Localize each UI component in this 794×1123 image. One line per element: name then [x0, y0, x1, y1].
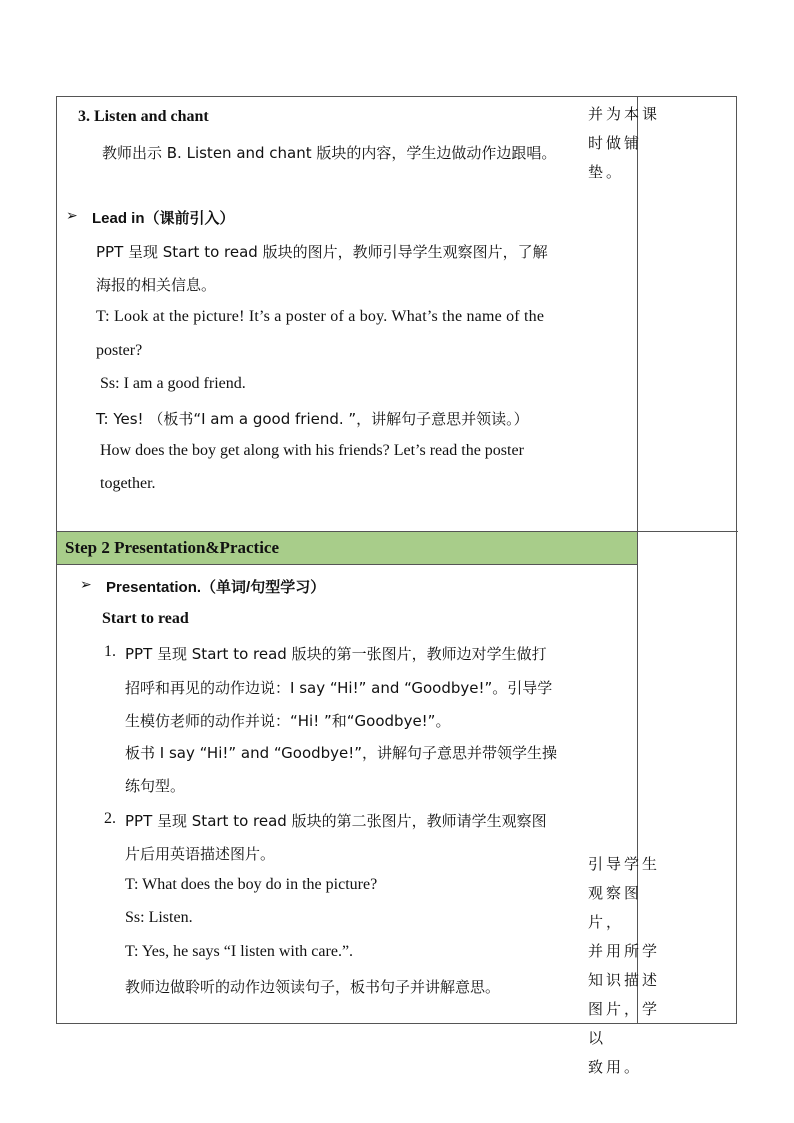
item-number: 2.	[104, 810, 116, 827]
side-line: 并为本课	[588, 105, 661, 123]
lead-in-heading: Lead in（课前引入）	[92, 210, 235, 227]
item-number: 1.	[104, 643, 116, 660]
side-line: 引导学生	[588, 855, 661, 873]
item1-line: 练句型。	[125, 777, 186, 795]
item2-line: PPT 呈现 Start to read 版块的第二张图片，教师请学生观察图	[125, 812, 547, 830]
item3-title: 3. Listen and chant	[78, 108, 209, 125]
item1-line: 招呼和再见的动作边说：I say “Hi!” and “Goodbye!”。引导学	[125, 679, 553, 697]
side-line: 并用所学	[588, 942, 661, 960]
row1-side-note	[588, 100, 676, 187]
item1-line: 生模仿老师的动作并说：“Hi! ”和“Goodbye!”。	[125, 712, 451, 730]
item2-line: T: What does the boy do in the picture?	[125, 876, 378, 893]
item3-text: 教师出示 B. Listen and chant 版块的内容，学生边做动作边跟唱。	[102, 144, 557, 162]
start-to-read-subheading: Start to read	[102, 610, 189, 627]
side-line: 致用。	[588, 1058, 643, 1076]
lead-line: T: Yes! （板书“I am a good friend. ”，讲解句子意思并领读。）	[96, 410, 529, 428]
side-line: 图片，学以	[588, 1000, 661, 1047]
item2-line: 教师边做聆听的动作边领读句子，板书句子并讲解意思。	[125, 978, 501, 996]
lead-line: together.	[100, 475, 156, 492]
lead-line: T: Look at the picture! It’s a poster of a boy. What’s the name of the	[96, 308, 545, 325]
step2-header	[57, 532, 637, 565]
item2-line: Ss: Listen.	[125, 909, 193, 926]
lead-line: 海报的相关信息。	[96, 276, 217, 294]
presentation-heading: Presentation.（单词/句型学习）	[106, 579, 326, 596]
item2-line: T: Yes, he says “I listen with care.”.	[125, 943, 354, 960]
lead-line: PPT 呈现 Start to read 版块的图片，教师引导学生观察图片，了解	[96, 243, 548, 261]
step2-title: Step 2 Presentation&Practice	[65, 538, 280, 557]
side-line: 观察图片，	[588, 884, 643, 931]
side-line: 知识描述	[588, 971, 661, 989]
lead-line: poster?	[96, 342, 143, 359]
item1-line: 板书 I say “Hi!” and “Goodbye!”，讲解句子意思并带领学生操	[125, 744, 558, 762]
arrow-bullet-icon: ➢	[80, 577, 92, 593]
lead-line: How does the boy get along with his friends? Let’s read the poster	[100, 442, 524, 459]
step2-side-note	[588, 850, 676, 1082]
lead-line: Ss: I am a good friend.	[100, 375, 246, 392]
item1-line: PPT 呈现 Start to read 版块的第一张图片，教师边对学生做打	[125, 645, 547, 663]
item2-line: 片后用英语描述图片。	[125, 845, 276, 863]
side-line: 时做铺垫。	[588, 134, 643, 181]
arrow-bullet-icon: ➢	[66, 208, 78, 224]
